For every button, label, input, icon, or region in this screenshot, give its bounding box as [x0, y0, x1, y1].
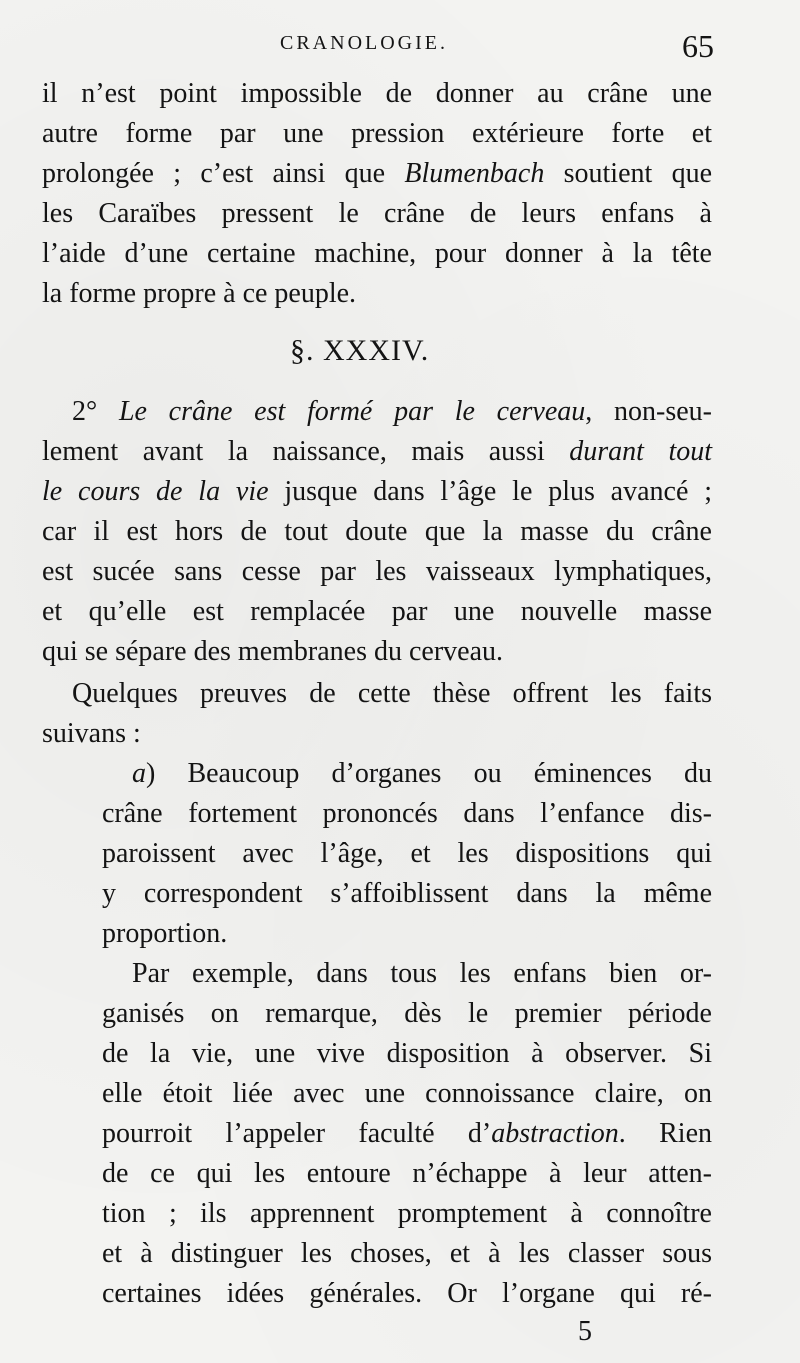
text-line: et à distinguer les choses, et à les classer sous — [102, 1238, 712, 1269]
text-span: jusque dans l’âge le plus avancé ; — [268, 476, 712, 507]
text-span: , non-seu- — [585, 396, 712, 427]
text-line: y correspondent s’affoiblissent dans la même — [102, 878, 712, 909]
signature-mark: 5 — [578, 1316, 592, 1347]
italic-phrase: le cours de la vie — [42, 476, 269, 507]
text-line: suivans : — [42, 718, 141, 749]
italic-phrase: durant tout — [569, 436, 713, 467]
text-line: ganisés on remarque, dès le premier période — [102, 998, 712, 1029]
text-line: l’aide d’une certaine machine, pour donner à la tête — [42, 238, 712, 269]
text-line — [42, 472, 712, 512]
text-span: pourroit l’appeler faculté d’ — [102, 1118, 492, 1149]
text-span: prolongée ; c’est ainsi que — [42, 158, 405, 189]
text-line — [42, 432, 712, 472]
text-line: Par exemple, dans tous les enfans bien or- — [132, 958, 712, 989]
text-line: Quelques preuves de cette thèse offrent les faits — [72, 678, 712, 709]
text-line: la forme propre à ce peuple. — [42, 278, 357, 309]
italic-name: Blumenbach — [404, 158, 545, 189]
italic-phrase: Le crâne est formé par le cerveau — [118, 396, 586, 427]
text-span: lement avant la naissance, mais aussi — [42, 436, 570, 467]
item-letter: a — [132, 758, 146, 789]
text-line: et qu’elle est remplacée par une nouvelle masse — [42, 596, 712, 627]
text-line: certaines idées générales. Or l’organe qui ré- — [102, 1278, 712, 1309]
text-line — [72, 392, 712, 432]
italic-word: abstraction — [491, 1118, 619, 1149]
text-line: crâne fortement prononcés dans l’enfance dis- — [102, 798, 712, 829]
text-line: il n’est point impossible de donner au crâne une — [42, 78, 712, 109]
text-span: ) Beaucoup d’organes ou éminences du — [146, 758, 712, 789]
text-line: est sucée sans cesse par les vaisseaux lymphatiques, — [42, 556, 712, 587]
text-span: 2° — [72, 396, 119, 427]
text-line: elle étoit liée avec une connoissance claire, on — [102, 1078, 712, 1109]
text-line: de la vie, une vive disposition à observer. Si — [102, 1038, 712, 1069]
text-line: proportion. — [102, 918, 228, 949]
text-line — [102, 1114, 712, 1154]
section-heading: §. XXXIV. — [290, 334, 430, 367]
text-line: de ce qui les entoure n’échappe à leur atten- — [102, 1158, 712, 1189]
text-span: . Rien — [618, 1118, 713, 1149]
text-line: les Caraïbes pressent le crâne de leurs enfans à — [42, 198, 712, 229]
text-line — [42, 154, 712, 194]
running-title: CRANOLOGIE. — [280, 32, 448, 54]
text-line: paroissent avec l’âge, et les dispositions qui — [102, 838, 712, 869]
text-line: qui se sépare des membranes du cerveau. — [42, 636, 504, 667]
text-line: car il est hors de tout doute que la masse du crâne — [42, 516, 712, 547]
text-line — [132, 754, 712, 794]
page-number: 65 — [682, 28, 714, 64]
text-line: autre forme par une pression extérieure forte et — [42, 118, 712, 149]
text-line: tion ; ils apprennent promptement à connoître — [102, 1198, 712, 1229]
text-span: soutient que — [544, 158, 712, 189]
